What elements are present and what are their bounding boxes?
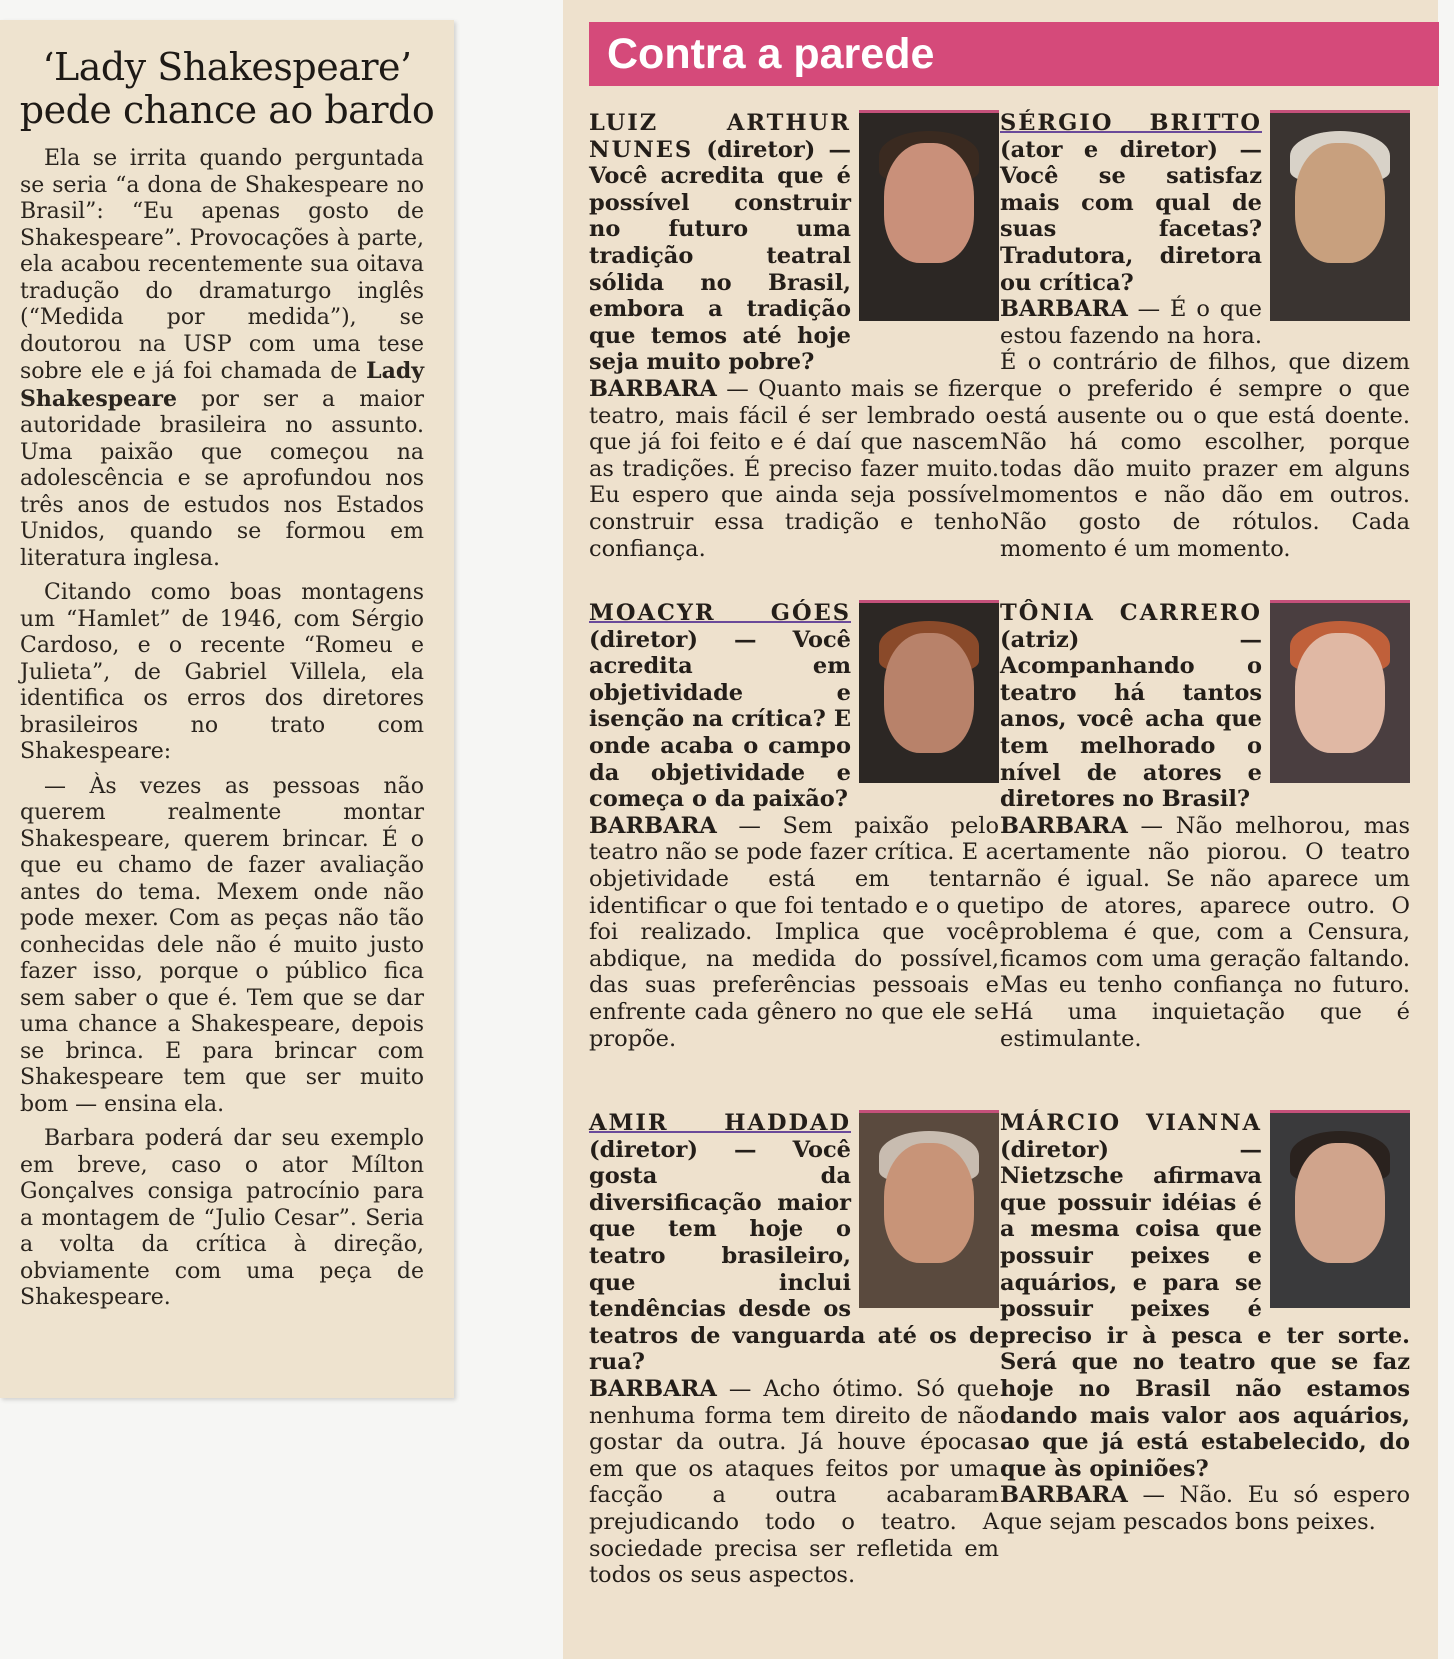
article-body	[0, 146, 454, 1312]
question-text: Você acredita em objetividade e isenção na crítica? E onde acaba o campo da objetividade e começa o da paixão?	[589, 626, 851, 813]
interviewer-name: MOACYR GÓES	[589, 600, 851, 626]
question-text: Nietzsche afirmava que possuir idéias é a mesma coisa que possuir peixes e aquários, e para se possuir peixes é preciso ir à pesca e ter sorte. Será que no teatro que se faz hoje no Brasil não estamos dando mais valor aos aquários, ao que já está estabelecido, do que às opiniões?	[1000, 1163, 1410, 1482]
right-article	[563, 0, 1438, 1659]
interviewer-name: SÉRGIO BRITTO	[1000, 110, 1262, 136]
question-text: Você gosta da diversificação maior que tem hoje o teatro brasileiro, que inclui tendências desde os teatros de vanguarda até os de rua?	[589, 1136, 999, 1376]
answer	[589, 1376, 999, 1589]
paragraph-2: Citando como boas montagens um “Hamlet” de 1946, com Sérgio Cardoso, e o recente “Romeu e Julieta”, de Gabriel Villela, ela identifica os erros dos diretores brasileiros no trato com Shakespeare:	[20, 580, 424, 764]
interviewer-name: MÁRCIO VIANNA	[1000, 1110, 1262, 1136]
qa-block-tonia-carrero	[1000, 600, 1410, 1052]
paragraph-3: — Às vezes as pessoas não querem realmente montar Shakespeare, querem brincar. É o que eu chamo de fazer avaliação antes do tema. Mexem onde não pode mexer. Com as peças não tão conhecidas dele não é muito justo fazer isso, porque o público fica sem saber o que é. Tem que se dar uma chance a Shakespeare, depois se brinca. E para brincar com Shakespeare tem que ser muito bom — ensina ela.	[20, 773, 424, 1117]
answer-text: — Não melhorou, mas certamente não piorou. O teatro não é igual. Se não aparece um tipo de atores, aparece outro. O problema é que, com a Censura, ficamos com uma geração faltando. Mas eu tenho confiança no futuro. Há uma inquietação que é estimulante.	[1000, 812, 1410, 1052]
answer	[589, 813, 999, 1052]
banner-title: Contra a parede	[607, 30, 935, 78]
answer	[1000, 813, 1410, 1052]
interviewer-role: (diretor) —	[1000, 1136, 1262, 1163]
paragraph-1-text-b: por ser a maior autoridade brasileira no assunto. Uma paixão que começou na adolescência e se aprofundou nos três anos de estudos nos Estados Unidos, quando se formou em literatura inglesa.	[20, 386, 424, 571]
interviewer-role: (diretor) —	[589, 1136, 793, 1163]
answer-label: BARBARA	[589, 812, 717, 839]
answer-label: BARBARA	[1000, 812, 1128, 839]
interviewer-name: AMIR HADDAD	[589, 1110, 851, 1136]
qa-block-luiz-arthur-nunes	[589, 110, 999, 562]
paragraph-1	[0, 146, 454, 572]
question-text: Você se satisfaz mais com qual de suas facetas? Tradutora, diretora ou crítica?	[1000, 163, 1262, 296]
interviewer-role: (atriz) —	[1000, 626, 1262, 653]
title-line-2: pede chance ao bardo	[19, 88, 435, 132]
interviewer-name: TÔNIA CARRERO	[1000, 600, 1262, 626]
section-banner	[589, 22, 1439, 86]
left-article	[0, 20, 454, 1398]
portrait-photo	[1270, 110, 1410, 321]
answer	[1000, 296, 1410, 562]
answer	[1000, 1482, 1410, 1535]
portrait-photo	[1270, 600, 1410, 783]
article-title	[10, 46, 444, 132]
qa-block-marcio-vianna	[1000, 1110, 1410, 1536]
title-line-1: ‘Lady Shakespeare’	[42, 45, 412, 89]
answer-text: — Acho ótimo. Só que nenhuma forma tem direito de não gostar da outra. Já houve épocas em que os ataques feitos por uma facção a outra acabaram prejudicando todo o teatro. A sociedade precisa ser refletida em todos os seus aspectos.	[589, 1375, 999, 1589]
answer-label: BARBARA	[589, 375, 717, 402]
interviewer-name: LUIZ ARTHUR NUNES	[589, 110, 851, 163]
answer-text: — Não. Eu só espero que sejam pescados bons peixes.	[1000, 1482, 1410, 1535]
portrait-photo	[859, 110, 999, 321]
qa-block-amir-haddad	[589, 1110, 999, 1589]
answer-text: — Sem paixão pelo teatro não se pode fazer crítica. E a objetividade está em tentar identificar o que foi tentado e o que foi realizado. Implica que você abdique, na medida do possível, das suas preferências pessoais e enfrente cada gênero no que ele se propõe.	[589, 812, 999, 1052]
answer-label: BARBARA	[589, 1375, 717, 1402]
answer	[589, 376, 999, 562]
question-text: Acompanhando o teatro há tantos anos, você acha que tem melhorado o nível de atores e diretores no Brasil?	[1000, 653, 1262, 813]
answer-text: — É o que estou fazendo na hora. É o contrário de filhos, que dizem que o preferido é sempre o que está ausente ou o que está doente. Não há como escolher, porque todas dão muito prazer em alguns momentos e não dão em outros. Não gosto de rótulos. Cada momento é um momento.	[1000, 296, 1410, 562]
paragraph-1-text-a: Ela se irrita quando perguntada se seria “a dona de Shakespeare no Brasil”: “Eu apenas gosto de Shakespeare”. Provocações à parte, ela acabou recentemente sua oitava tradução do dramaturgo inglês (“Medida por medida”), se doutorou na USP com uma tese sobre ele e já foi chamada de	[20, 146, 424, 384]
interviewer-role: (diretor) —	[589, 626, 793, 653]
interviewer-role: (diretor) —	[693, 136, 851, 163]
portrait-photo	[1270, 1110, 1410, 1308]
qa-block-sergio-britto	[1000, 110, 1410, 562]
qa-block-moacyr-goes	[589, 600, 999, 1052]
paragraph-1-bold: Lady Shakespeare	[20, 358, 424, 412]
question-text: Você acredita que é possível construir no futuro uma tradição teatral sólida no Brasil, embora a tradição que temos até hoje seja muito pobre?	[589, 163, 851, 376]
portrait-photo	[859, 1110, 999, 1308]
portrait-photo	[859, 600, 999, 783]
answer-label: BARBARA	[1000, 296, 1128, 323]
answer-label: BARBARA	[1000, 1482, 1128, 1509]
answer-text: — Quanto mais se fizer teatro, mais fácil é ser lembrado o que já foi feito e é daí que nascem as tradições. É preciso fazer muito. Eu espero que ainda seja possível construir essa tradição e tenho confiança.	[589, 375, 999, 562]
paragraph-4: Barbara poderá dar seu exemplo em breve, caso o ator Mílton Gonçalves consiga patrocínio para a montagem de “Julio Cesar”. Seria a volta da crítica à direção, obviamente com uma peça de Shakespeare.	[20, 1126, 424, 1310]
interviewer-role: (ator e diretor) —	[1000, 136, 1262, 163]
